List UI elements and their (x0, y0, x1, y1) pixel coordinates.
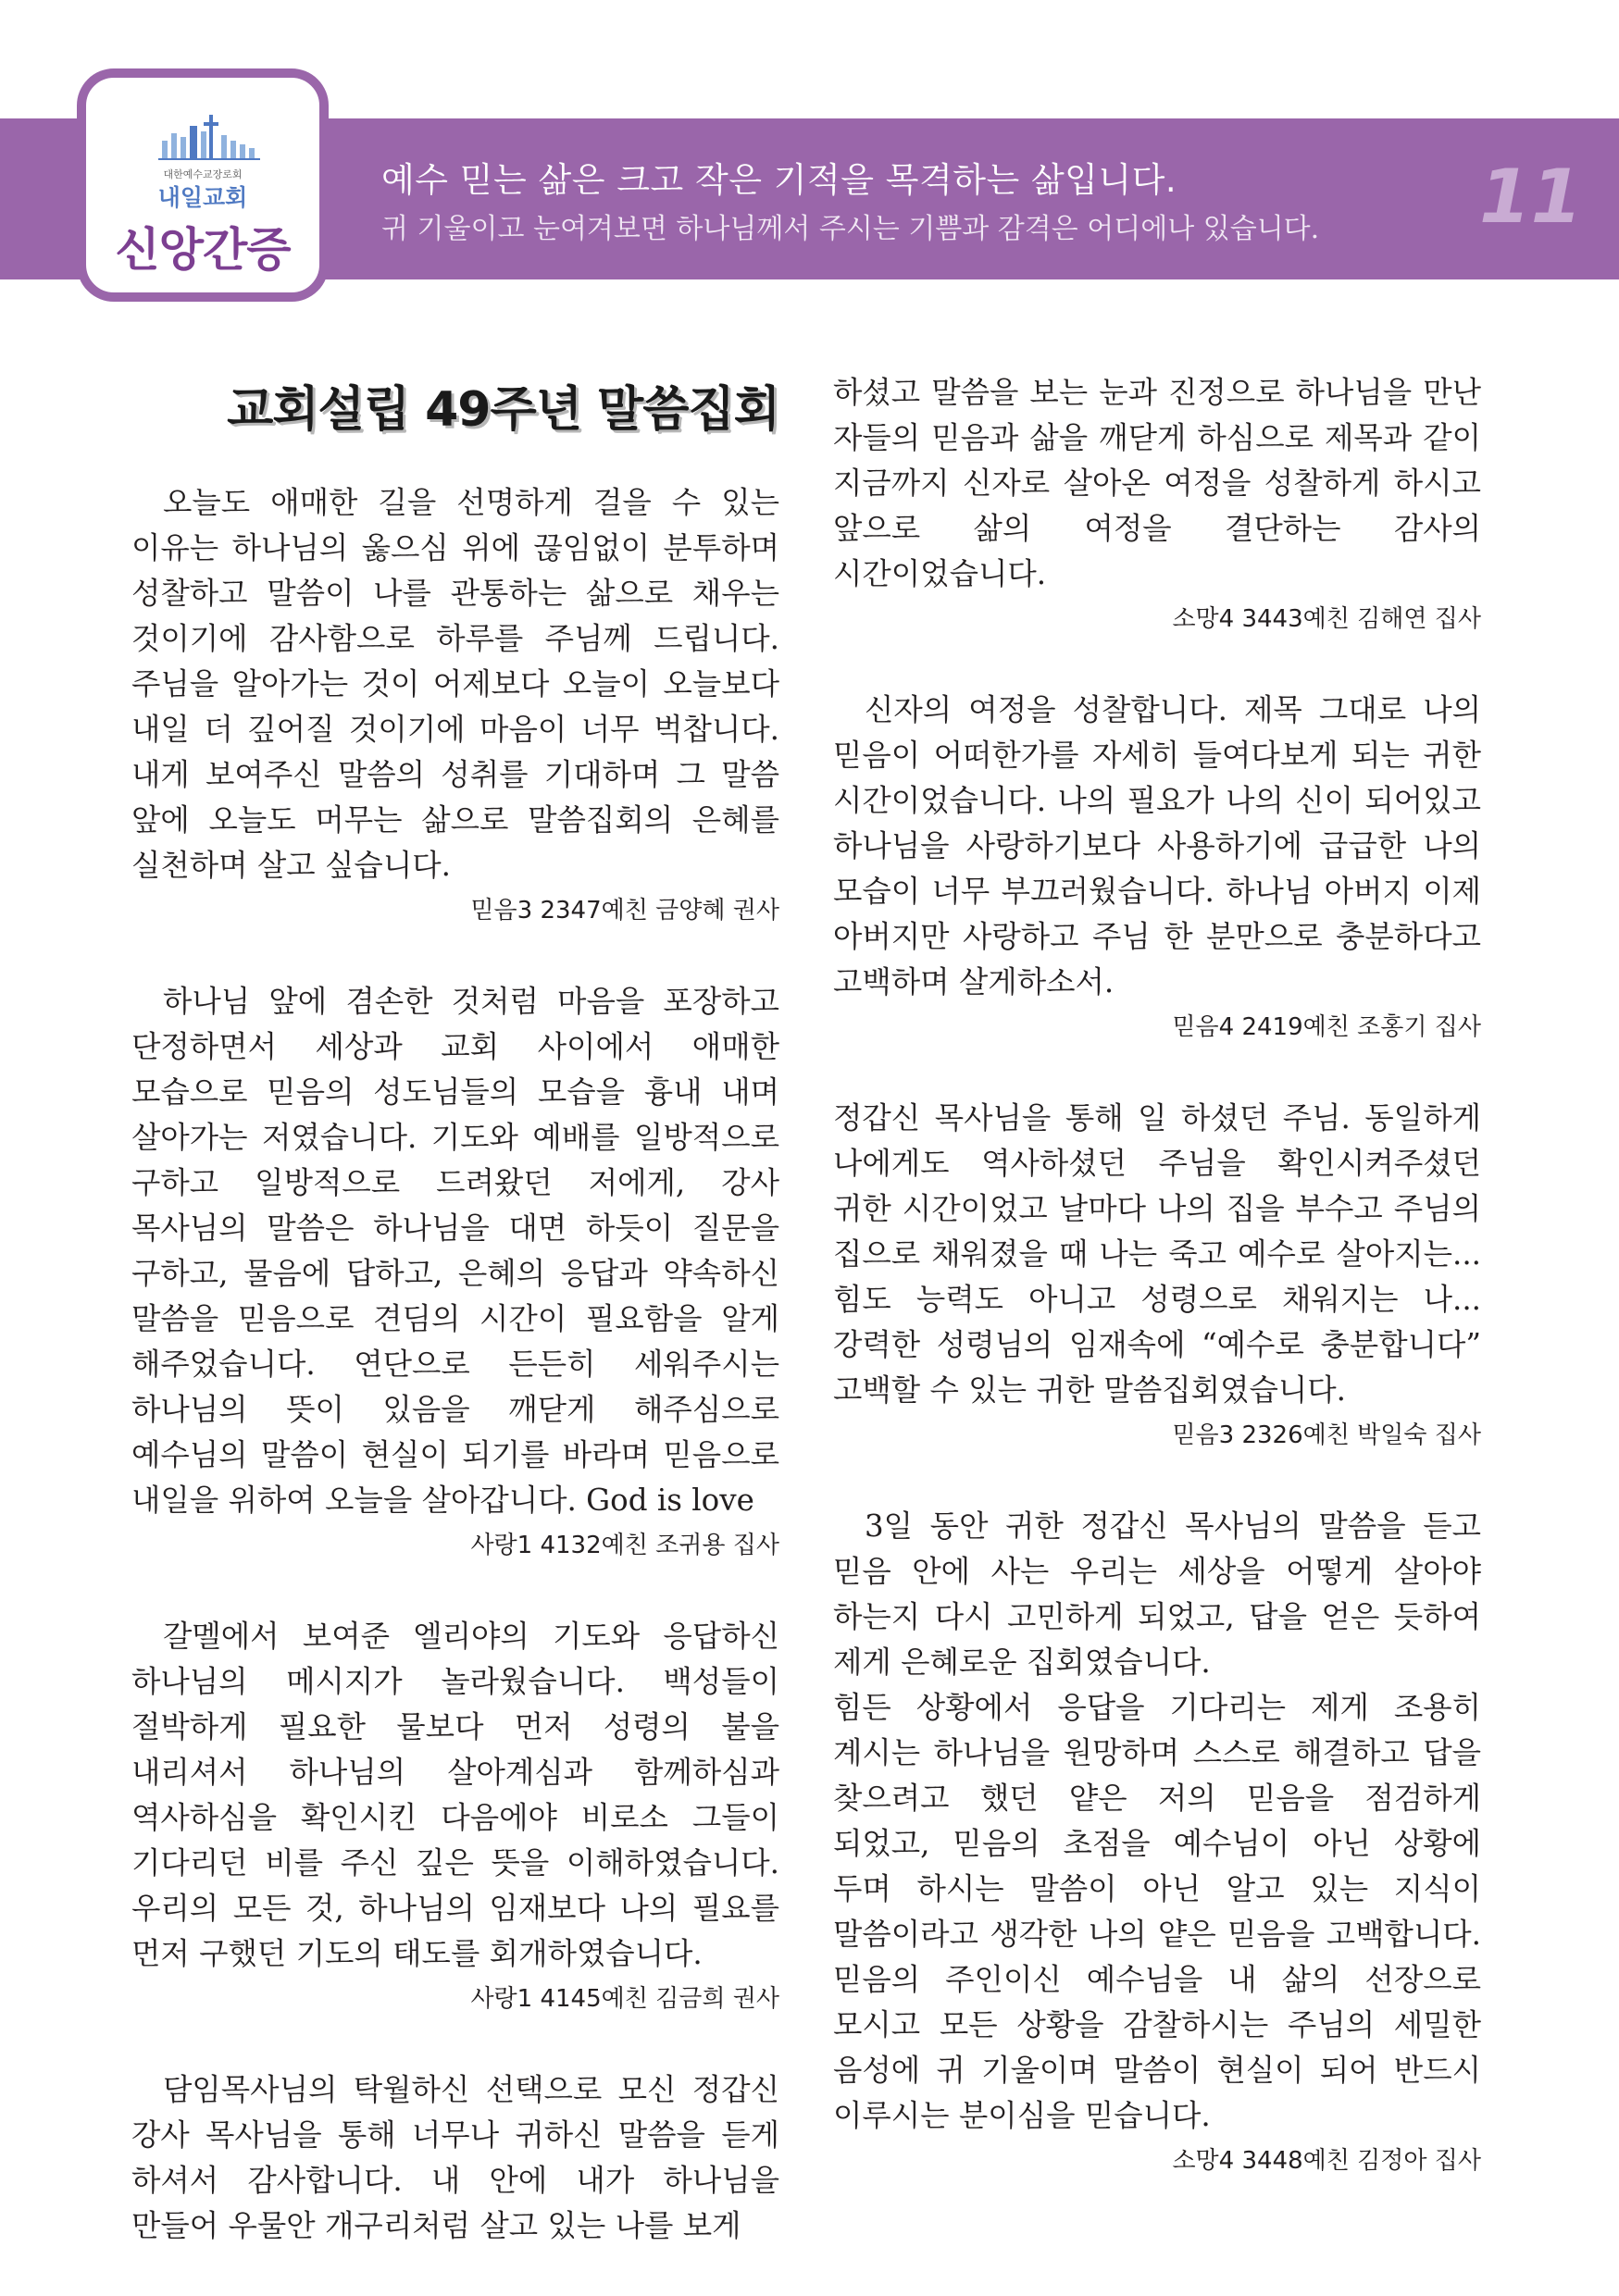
logo-denomination: 대한예수교장로회 (163, 168, 243, 180)
testimony-signature: 사랑1 4132예친 조귀용 집사 (470, 1532, 779, 1559)
left-column (131, 370, 779, 2249)
header-subslogan: 귀 기울이고 눈여겨보면 하나님께서 주시는 기쁨과 감격은 어디에나 있습니다. (381, 213, 1320, 245)
testimony-text: 갈멜에서 보여준 엘리야의 기도와 응답하신 하나님의 메시지가 놀라웠습니다. 백성들이 절박하게 필요한 물보다 먼저 성령의 불을 내리셔서 하나님의 살아계심과 함께하심과 역사하심을 확인시킨 다음에야 비로소 그들이 기다리던 비를 주신 깊은 뜻을 이해하였습니다. 우리의 모든 것, 하나님의 임재보다 나의 필요를 먼저 구했던 기도의 태도를 회개하였습니다. (131, 1619, 779, 1971)
logo-church-name: 내일교회 (157, 184, 248, 211)
testimony-signature: 소망4 3443예친 김해연 집사 (1172, 605, 1481, 633)
section-title: 신앙간증 (115, 223, 291, 277)
article-title: 교회설립 49주년 말씀집회 (227, 382, 779, 438)
testimony-signature: 믿음3 2326예친 박일숙 집사 (1172, 1421, 1481, 1449)
page-number: 11 (1479, 154, 1583, 240)
header-slogan: 예수 믿는 삶은 크고 작은 기적을 목격하는 삶입니다. (381, 160, 1177, 200)
right-column (833, 370, 1481, 2179)
testimony-text: 정갑신 목사님을 통해 일 하셨던 주님. 동일하게 나에게도 역사하셨던 주님을 확인시켜주셨던 귀한 시간이었고 날마다 나의 집을 부수고 주님의 집으로 채워졌을 때 나는 죽고 예수로 살아지는... 힘도 능력도 아니고 성령으로 채워지는 나... 강력한 성령님의 임재속에 “예수로 충분합니다” 고백할 수 있는 귀한 말씀집회였습니다. (833, 1100, 1481, 1408)
testimony-signature: 사랑1 4145예친 김금희 권사 (470, 1985, 779, 2013)
testimony-text: 신자의 여정을 성찰합니다. 제목 그대로 나의 믿음이 어떠한가를 자세히 들여다보게 되는 귀한 시간이었습니다. 나의 필요가 나의 신이 되어있고 하나님을 사랑하기보다 사용하기에 급급한 나의 모습이 너무 부끄러웠습니다. 하나님 아버지 이제 아버지만 사랑하고 주님 한 분만으로 충분하다고 고백하며 살게하소서. (833, 692, 1481, 999)
testimony-text: 오늘도 애매한 길을 선명하게 걸을 수 있는 이유는 하나님의 옳으심 위에 끊임없이 분투하며 성찰하고 말씀이 나를 관통하는 삶으로 채우는 것이기에 감사함으로 하루를 주님께 드립니다. 주님을 알아가는 것이 어제보다 오늘이 오늘보다 내일 더 깊어질 것이기에 마음이 너무 벅찹니다. 내게 보여주신 말씀의 성취를 기대하며 그 말씀 앞에 오늘도 머무는 삶으로 말씀집회의 은혜를 실천하며 살고 싶습니다. (131, 485, 779, 883)
church-skyline-icon (158, 113, 260, 161)
testimony-text: 하나님 앞에 겸손한 것처럼 마음을 포장하고 단정하면서 세상과 교회 사이에서 애매한 모습으로 믿음의 성도님들의 모습을 흉내 내며 살아가는 저였습니다. 기도와 예배를 일방적으로 구하고 일방적으로 드려왔던 저에게, 강사 목사님의 말씀은 하나님을 대면 하듯이 질문을 구하고, 물음에 답하고, 은혜의 응답과 약속하신 말씀을 믿음으로 견딤의 시간이 필요함을 알게 해주었습니다. 연단으로 든든히 세워주시는 하나님의 뜻이 있음을 깨닫게 해주심으로 예수님의 말씀이 현실이 되기를 바라며 믿음으로 내일을 위하여 오늘을 살아갑니다. God is love (131, 984, 779, 1518)
testimony-signature: 믿음4 2419예친 조홍기 집사 (1172, 1013, 1481, 1041)
testimony-text: 힘든 상황에서 응답을 기다리는 제게 조용히 계시는 하나님을 원망하며 스스로 해결하고 답을 찾으려고 했던 얕은 저의 믿음을 점검하게 되었고, 믿음의 초점을 예수님이 아닌 상황에 두며 하시는 말씀이 아닌 알고 있는 지식이 말씀이라고 생각한 나의 얕은 믿음을 고백합니다. 믿음의 주인이신 예수님을 내 삶의 선장으로 모시고 모든 상황을 감찰하시는 주님의 세밀한 음성에 귀 기울이며 말씀이 현실이 되어 반드시 이루시는 분이심을 믿습니다. (833, 1690, 1481, 2133)
testimony-signature: 믿음3 2347예친 금양혜 권사 (470, 897, 779, 925)
testimony-signature: 소망4 3448예친 김정아 집사 (1172, 2147, 1481, 2175)
testimony-text: 담임목사님의 탁월하신 선택으로 모신 정갑신 강사 목사님을 통해 너무나 귀하신 말씀을 듣게 하셔서 감사합니다. 내 안에 내가 하나님을 만들어 우물안 개구리처럼 살고 있는 나를 보게 (131, 2072, 779, 2243)
testimony-text-continued: 하셨고 말씀을 보는 눈과 진정으로 하나님을 만난 자들의 믿음과 삶을 깨닫게 하심으로 제목과 같이 지금까지 신자로 살아온 여정을 성찰하게 하시고 앞으로 삶의 여정을 결단하는 감사의 시간이었습니다. (833, 375, 1481, 591)
testimony-text: 3일 동안 귀한 정갑신 목사님의 말씀을 듣고 믿음 안에 사는 우리는 세상을 어떻게 살아야 하는지 다시 고민하게 되었고, 답을 얻은 듯하여 제게 은혜로운 집회였습니다. (833, 1508, 1481, 1680)
section-logo (77, 68, 329, 302)
